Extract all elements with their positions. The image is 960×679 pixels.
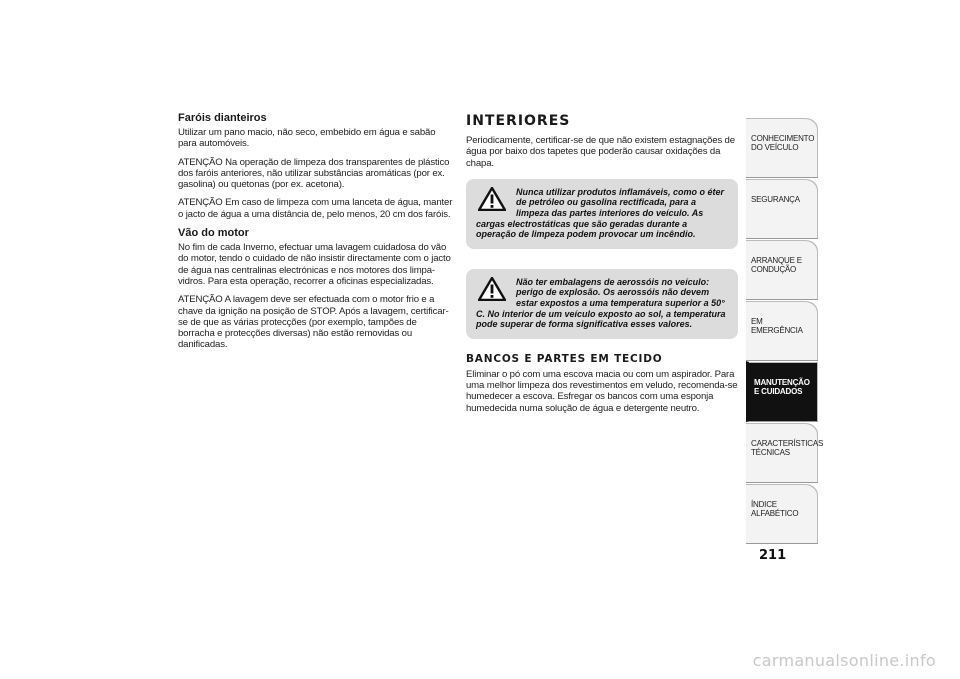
tab-arranque-e-conducao[interactable]: ARRANQUE E CONDUÇÃO <box>746 239 818 300</box>
tab-conhecimento-do-veiculo[interactable]: CONHECIMENTO DO VEÍCULO <box>746 117 818 178</box>
section-title-interiors: INTERIORES <box>466 113 571 129</box>
warning-triangle-icon <box>478 187 506 211</box>
tab-em-emergencia[interactable]: EM EMERGÊNCIA <box>746 300 818 361</box>
paragraph: Utilizar um pano macio, não seco, embebido em água e sabão para automóveis. <box>178 127 436 150</box>
left-column <box>178 112 453 358</box>
paragraph: ATENÇÃO A lavagem deve ser efectuada com o motor frio e a chave da ignição na posição de STOP. Após a lavagem, certificar-se de que as várias protecções (por exemplo, tampões de borracha e protecções diversas) não estão removidas ou danificadas. <box>178 294 449 351</box>
paragraph: Eliminar o pó com uma escova macia ou com um aspirador. Para uma melhor limpeza dos revestimentos em veludo, recomenda-se humedecer a escova. Esfregar os bancos com uma esponja humedecida numa solução de água e detergente neutro. <box>466 368 738 414</box>
paragraph: ATENÇÃO Em caso de limpeza com uma lanceta de água, manter o jacto de água a uma distância de, pelo menos, 20 cm dos faróis. <box>178 197 453 220</box>
chapter-tabs <box>746 117 824 544</box>
watermark: carmanualsonline.info <box>752 651 936 670</box>
intro-paragraph: Periodicamente, certificar-se de que não existem estagnações de água por baixo dos tapetes que poderão causar oxidações da chapa. <box>466 135 735 169</box>
tab-seguranca[interactable]: SEGURANÇA <box>746 178 818 239</box>
paragraph: No fim de cada Inverno, efectuar uma lavagem cuidadosa do vão do motor, tendo o cuidado de não insistir directamente com o jacto de água nas centralinas electrónicas e nos motores dos limpa-vidros. Para esta operação, recorrer a oficinas especializadas. <box>178 242 451 287</box>
warning-box <box>466 269 738 339</box>
paragraph: ATENÇÃO Na operação de limpeza dos transparentes de plástico dos faróis anteriores, não utilizar substâncias aromáticas (por ex. gasolina) ou quetonas (por ex. acetona). <box>178 156 450 191</box>
warning-triangle-icon <box>478 277 506 301</box>
section-title-engine-bay: Vão do motor <box>178 227 249 240</box>
warning-text: Não ter embalagens de aerossóis no veículo: perigo de explosão. Os aerossóis não devem estar expostos a uma temperatura superior a 50° C. No interior de um veículo exposto ao sol, a temperatura pode superar de forma significativa esses valores. <box>476 276 726 330</box>
middle-column <box>466 112 738 421</box>
section-title-headlights: Faróis dianteiros <box>178 112 267 124</box>
section-title-seats: BANCOS E PARTES EM TECIDO <box>466 352 663 365</box>
tab-indice-alfabetico[interactable]: ÍNDICE ALFABÉTICO <box>746 483 818 544</box>
tab-caracteristicas-tecnicas[interactable]: CARACTERÍSTICAS TÉCNICAS <box>746 422 818 483</box>
warning-text: Nunca utilizar produtos inflamáveis, como o éter de petróleo ou gasolina rectificada, para a limpeza das partes interiores do veículo. As cargas electrostáticas que são geradas durante a operação de limpeza podem provocar um incêndio. <box>476 186 725 240</box>
tab-manutencao-e-cuidados[interactable]: MANUTENÇÃO E CUIDADOS <box>746 361 818 422</box>
page-number: 211 <box>759 548 787 563</box>
warning-box <box>466 179 738 249</box>
